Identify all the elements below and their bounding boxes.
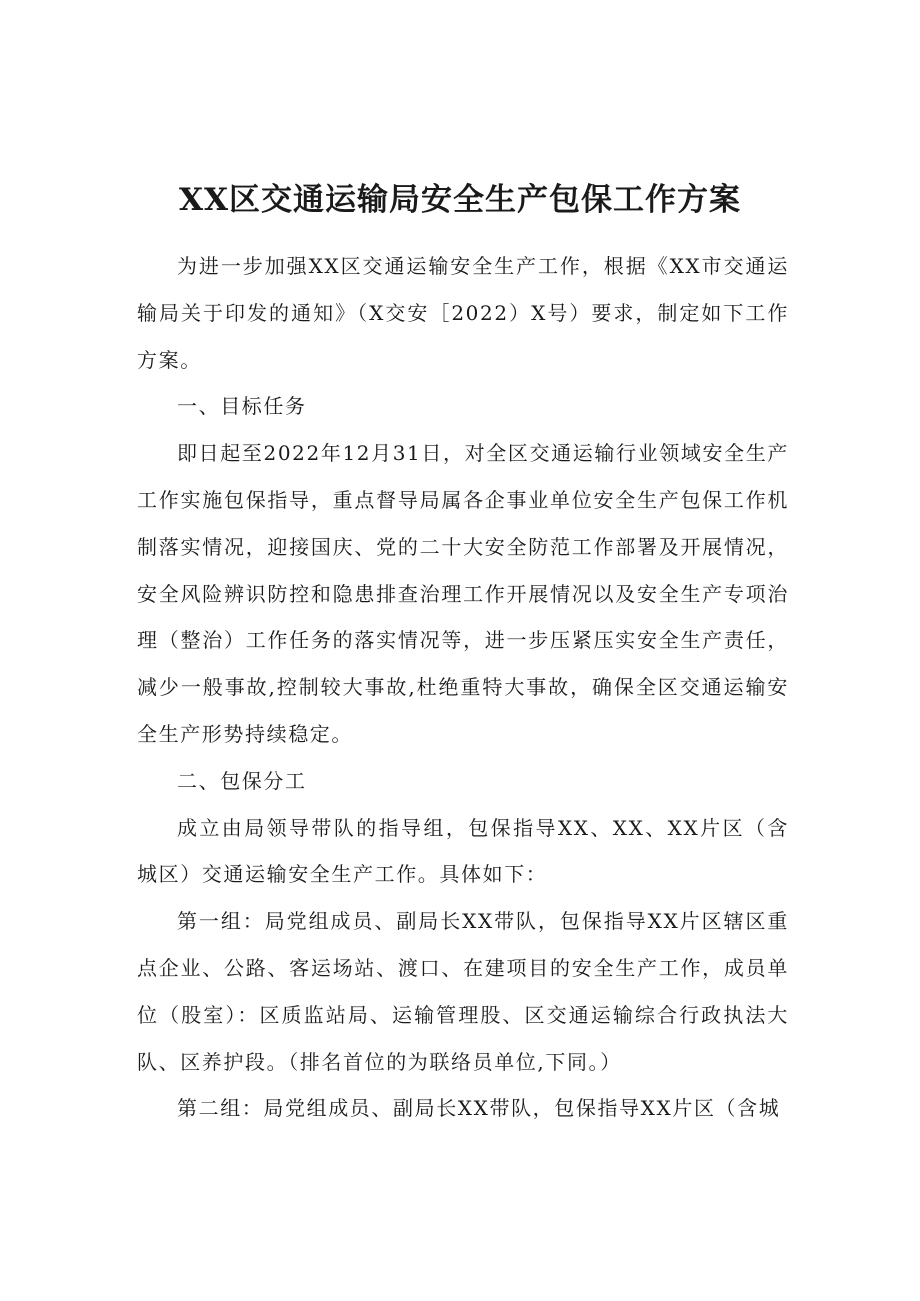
goals-paragraph: 即日起至2022年12月31日，对全区交通运输行业领域安全生产工作实施包保指导，重点督导局属各企事业单位安全生产包保工作机制落实情况，迎接国庆、党的二十大安全防范工作部署及开展情况，安全风险辨识防控和隐患排查治理工作开展情况以及安全生产专项治理（整治）工作任务的落实情况等，进一步压紧压实安全生产责任，减少一般事故,控制较大事故,杜绝重特大事故，确保全区交通运输安全生产形势持续稳定。 <box>137 441 789 746</box>
group-one-paragraph: 第一组：局党组成员、副局长XX带队，包保指导XX片区辖区重点企业、公路、客运场站、渡口、在建项目的安全生产工作，成员单位（股室）：区质监站局、运输管理股、区交通运输综合行政执法大队、区养护段。（排名首位的为联络员单位,下同。） <box>137 909 789 1074</box>
section-heading-goals: 一、目标任务 <box>177 394 307 419</box>
group-two-paragraph: 第二组：局党组成员、副局长XX带队，包保指导XX片区（含城 <box>177 1096 781 1121</box>
document-body <box>137 243 789 1132</box>
division-intro-paragraph: 成立由局领导带队的指导组，包保指导XX、XX、XX片区（含城区）交通运输安全生产工作。具体如下： <box>137 815 789 887</box>
section-heading-division: 二、包保分工 <box>177 768 307 793</box>
document-title: XX区交通运输局安全生产包保工作方案 <box>178 182 742 218</box>
intro-paragraph: 为进一步加强XX区交通运输安全生产工作，根据《XX市交通运输局关于印发的通知》（X交安［2022）X号）要求，制定如下工作方案。 <box>137 254 789 372</box>
